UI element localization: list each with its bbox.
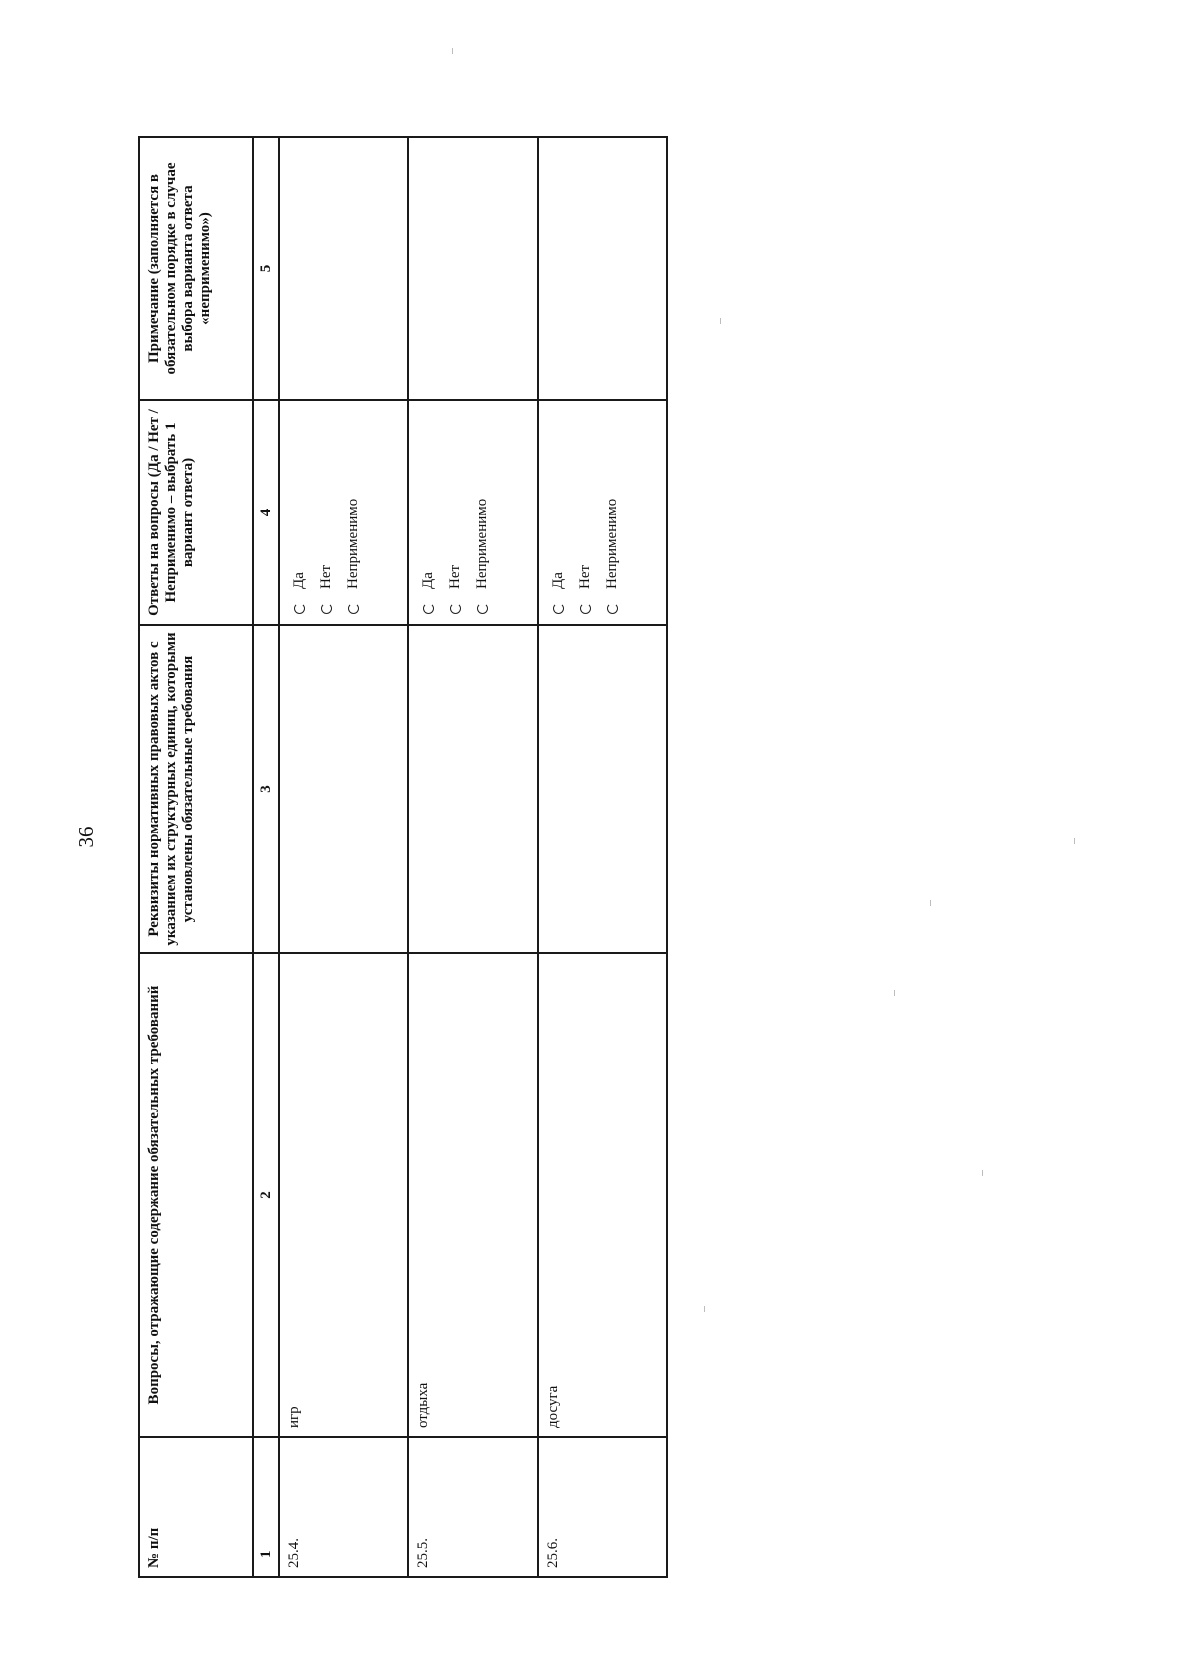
- radio-button-icon[interactable]: [553, 603, 564, 614]
- radio-button-icon[interactable]: [348, 603, 359, 614]
- row-acts-cell[interactable]: [279, 625, 408, 953]
- row-number: 25.6.: [538, 1437, 667, 1577]
- answer-option-no[interactable]: [313, 409, 340, 616]
- answer-option-yes[interactable]: [545, 409, 572, 616]
- scan-speck: [704, 1306, 705, 1312]
- scan-speck: [1074, 838, 1075, 844]
- answer-label-yes: Да: [291, 572, 308, 589]
- row-note-cell[interactable]: [408, 137, 537, 400]
- header-note: Примечание (заполняется в обязательном порядке в случае выбора варианта ответа «неприменимо»): [139, 137, 253, 400]
- answer-option-na[interactable]: [340, 409, 367, 616]
- header-question: Вопросы, отражающие содержание обязательных требований: [139, 953, 253, 1437]
- header-num: № п/п: [139, 1437, 253, 1577]
- requirements-table-wrapper: [138, 138, 668, 1578]
- radio-button-icon[interactable]: [450, 603, 461, 614]
- row-note-cell[interactable]: [538, 137, 667, 400]
- answer-label-yes: Да: [549, 572, 566, 589]
- table-row: [408, 137, 537, 1577]
- row-acts-cell[interactable]: [408, 625, 537, 953]
- answer-label-no: Нет: [447, 564, 464, 589]
- radio-button-icon[interactable]: [477, 603, 488, 614]
- requirements-table-sheet: [138, 138, 668, 1578]
- column-number-row: [253, 137, 279, 1577]
- row-question: отдыха: [408, 953, 537, 1437]
- header-acts: Реквизиты нормативных правовых актов с указанием их структурных единиц, которыми установлены обязательные требования: [139, 625, 253, 953]
- row-note-cell[interactable]: [279, 137, 408, 400]
- answer-option-yes[interactable]: [286, 409, 313, 616]
- answer-label-yes: Да: [420, 572, 437, 589]
- row-question: досуга: [538, 953, 667, 1437]
- row-question: игр: [279, 953, 408, 1437]
- row-acts-cell[interactable]: [538, 625, 667, 953]
- column-number-1: 1: [253, 1437, 279, 1577]
- row-number: 25.5.: [408, 1437, 537, 1577]
- answer-options: [545, 409, 626, 616]
- answer-label-no: Нет: [318, 564, 335, 589]
- scan-speck: [982, 1170, 983, 1176]
- table-row: [538, 137, 667, 1577]
- answer-option-na[interactable]: [469, 409, 496, 616]
- answer-option-na[interactable]: [599, 409, 626, 616]
- answer-options: [286, 409, 367, 616]
- column-number-2: 2: [253, 953, 279, 1437]
- answer-option-no[interactable]: [572, 409, 599, 616]
- answer-label-na: Неприменимо: [474, 498, 491, 589]
- answer-option-yes[interactable]: [415, 409, 442, 616]
- answer-label-na: Неприменимо: [603, 498, 620, 589]
- answer-option-no[interactable]: [442, 409, 469, 616]
- scan-speck: [452, 48, 453, 54]
- column-number-3: 3: [253, 625, 279, 953]
- column-number-5: 5: [253, 137, 279, 400]
- scan-speck: [930, 900, 931, 906]
- column-number-4: 4: [253, 400, 279, 625]
- answer-label-na: Неприменимо: [345, 498, 362, 589]
- row-answer-cell: [279, 400, 408, 625]
- radio-button-icon[interactable]: [321, 603, 332, 614]
- radio-button-icon[interactable]: [294, 603, 305, 614]
- scan-speck: [720, 318, 721, 324]
- page-number: 36: [74, 826, 98, 848]
- header-answers: Ответы на вопросы (Да / Нет / Неприменимо – выбрать 1 вариант ответа): [139, 400, 253, 625]
- radio-button-icon[interactable]: [607, 603, 618, 614]
- radio-button-icon[interactable]: [423, 603, 434, 614]
- table-row: [279, 137, 408, 1577]
- header-row: [139, 137, 253, 1577]
- scan-speck: [894, 990, 895, 996]
- radio-button-icon[interactable]: [580, 603, 591, 614]
- answer-label-no: Нет: [576, 564, 593, 589]
- answer-options: [415, 409, 496, 616]
- row-answer-cell: [408, 400, 537, 625]
- requirements-table: [138, 136, 668, 1578]
- row-answer-cell: [538, 400, 667, 625]
- row-number: 25.4.: [279, 1437, 408, 1577]
